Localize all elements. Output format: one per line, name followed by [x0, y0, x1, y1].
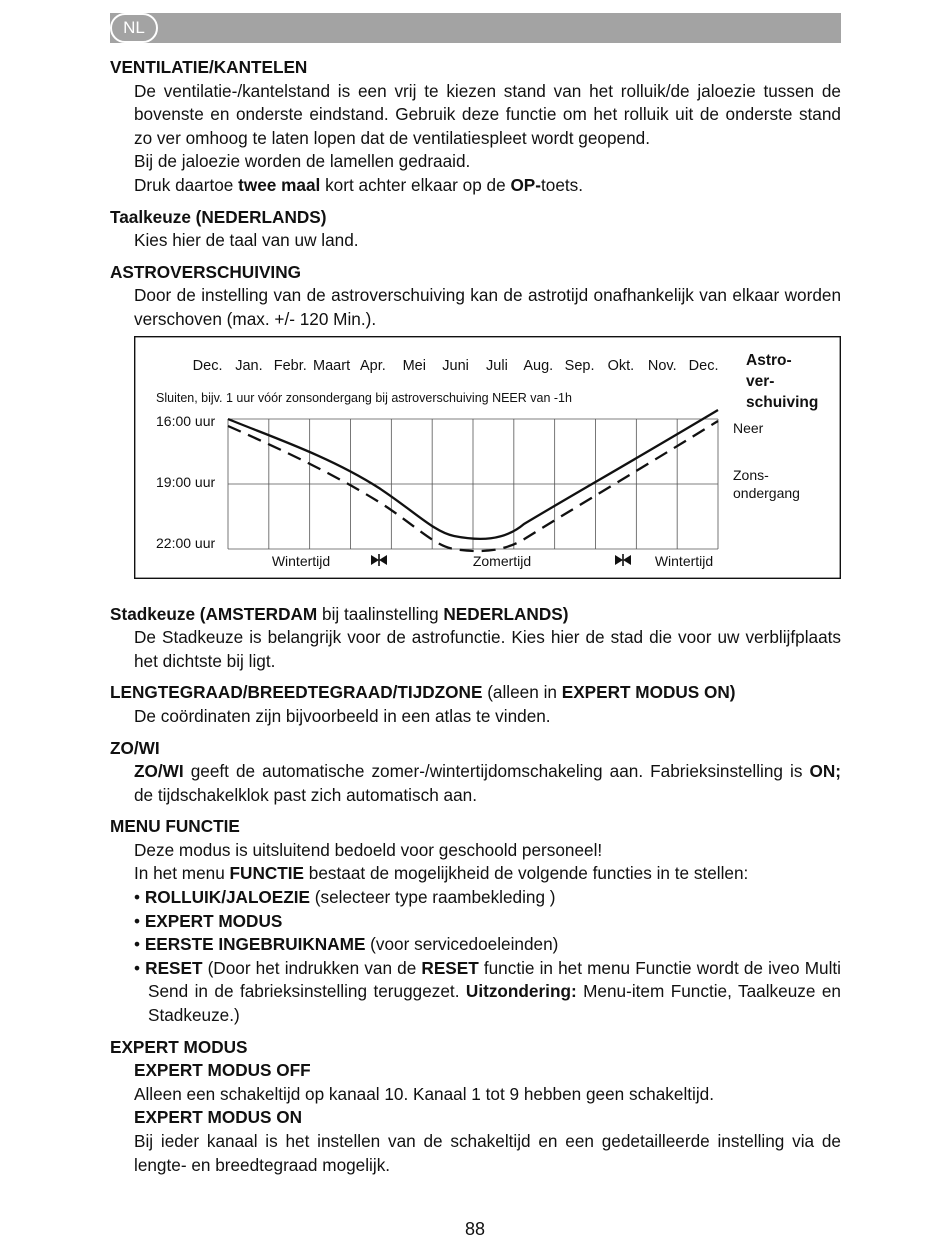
lengte-text: De coördinaten zijn bijvoorbeeld in een atlas te vinden.: [134, 705, 551, 726]
bullet-glyph: •: [134, 910, 141, 931]
month-label: Sep.: [564, 357, 595, 374]
list-item: [110, 910, 841, 934]
bold-run: FUNCTIE: [229, 863, 305, 884]
month-label: Dec.: [192, 357, 223, 374]
bold-run: LENGTEGRAAD/BREEDTEGRAAD/TIJDZONE: [110, 682, 483, 703]
list-item: [110, 957, 841, 1028]
section-title-stadkeuze: [110, 603, 841, 627]
section-title-zowi: ZO/WI: [110, 737, 160, 758]
text-run: Druk daartoe: [134, 174, 239, 195]
stadkeuze-text: De Stadkeuze is belangrijk voor de astrofunctie. Kies hier de stad die voor uw verblijfplaats het dichtste bij ligt.: [134, 627, 841, 671]
text-run: bij taalinstelling: [317, 603, 444, 624]
month-label: Aug.: [523, 357, 554, 374]
dst-marker-left: [371, 554, 387, 566]
menu-text-2: [110, 862, 841, 886]
bold-run: ROLLUIK/JALOEZIE: [144, 887, 311, 908]
month-labels: [193, 358, 719, 374]
text-run: (selecteer type raambekleding ): [310, 887, 556, 908]
month-label: Maart: [313, 357, 351, 374]
chart-grid: [228, 419, 718, 549]
section-title-astro: ASTROVERSCHUIVING: [110, 261, 301, 282]
text-run: (Door het indrukken van de: [202, 957, 422, 978]
period-label-winter: Wintertijd: [654, 552, 714, 569]
text-run: (alleen in: [482, 682, 562, 703]
text-run: de tijdschakelklok past zich automatisch aan.: [134, 784, 477, 805]
bold-run: twee maal: [238, 174, 321, 195]
bold-run: Uitzondering:: [465, 981, 577, 1002]
series-label-zons: Zons-: [733, 466, 769, 483]
legend-title-line: ver-: [746, 372, 775, 390]
month-label: Mei: [402, 357, 426, 374]
bold-run: RESET: [145, 957, 203, 978]
period-label-winter: Wintertijd: [271, 552, 331, 569]
bold-run: Stadkeuze (AMSTERDAM: [110, 603, 318, 624]
section-title-ventilatie: VENTILATIE/KANTELEN: [110, 57, 308, 77]
text-run: functie in het menu Functie wordt de iveo Multi Send in de fabrieksinstelling teruggezet.: [148, 957, 842, 1002]
page-number: 88: [464, 1219, 486, 1239]
series-label-zons: ondergang: [733, 484, 800, 501]
bold-run: ZO/WI: [134, 761, 184, 782]
text-run: bestaat de mogelijkheid de volgende functies in te stellen:: [304, 863, 749, 884]
month-label: Dec.: [688, 357, 719, 374]
ventilatie-text-2: Bij de jaloezie worden de lamellen gedraaid.: [134, 151, 471, 172]
chart-subtitle: Sluiten, bijv. 1 uur vóór zonsondergang bij astroverschuiving NEER van -1h: [156, 390, 572, 405]
page-content: [110, 56, 841, 1177]
bold-run: OP-: [510, 174, 541, 195]
taalkeuze-text: Kies hier de taal van uw land.: [134, 230, 359, 251]
period-label-summer: Zomertijd: [472, 552, 532, 569]
header-bar: [110, 13, 841, 43]
list-item: [110, 886, 841, 910]
dst-marker-right: [615, 554, 631, 566]
astro-chart: [134, 336, 841, 579]
month-label: Juni: [442, 357, 469, 374]
text-run: toets.: [541, 174, 584, 195]
list-item: [110, 933, 841, 957]
ventilatie-text: De ventilatie-/kantelstand is een vrij te kiezen stand van het rolluik/de jaloezie tussen de bovenste en onderste eindstand. Gebruik deze functie om het rolluik uit de onderste stand zo ver omhoog te laten lopen dat de ventilatiespleet wordt geopend.: [134, 80, 841, 148]
expert-on-text: Bij ieder kanaal is het instellen van de schakeltijd en een gedetailleerde instelling via de lengte- en breedtegraad mogelijk.: [134, 1131, 841, 1175]
y-tick-label: 16:00 uur: [156, 412, 216, 429]
astro-chart-svg: [134, 336, 841, 579]
bold-run: NEDERLANDS): [443, 603, 569, 624]
bullet-glyph: •: [134, 934, 141, 955]
bullet-glyph: •: [134, 957, 141, 978]
bold-run: ON;: [809, 761, 841, 782]
expert-on-title: EXPERT MODUS ON: [134, 1107, 303, 1128]
text-run: In het menu: [134, 863, 230, 884]
month-label: Apr.: [360, 357, 386, 374]
month-label: Jan.: [235, 357, 263, 374]
text-run: Menu-item Functie, Taalkeuze en Stadkeuze.): [148, 981, 841, 1026]
astro-text: Door de instelling van de astroverschuiving kan de astrotijd onafhankelijk van elkaar worden verschoven (max. +/- 120 Min.).: [134, 285, 841, 329]
section-title-lengte: [110, 681, 841, 705]
expert-off-text: Alleen een schakeltijd op kanaal 10. Kanaal 1 tot 9 hebben geen schakeltijd.: [134, 1083, 715, 1104]
month-label: Okt.: [607, 357, 635, 374]
series-label-neer: Neer: [733, 419, 764, 436]
language-badge: NL: [110, 13, 158, 43]
section-title-taalkeuze: Taalkeuze (NEDERLANDS): [110, 206, 327, 227]
legend-title-line: Astro-: [746, 351, 792, 369]
month-label: Nov.: [647, 357, 677, 374]
legend-title-line: schuiving: [746, 393, 819, 411]
section-title-menu: MENU FUNCTIE: [110, 816, 240, 837]
text-run: kort achter elkaar op de: [320, 174, 511, 195]
ventilatie-text-3: [110, 174, 841, 198]
bold-run: EERSTE INGEBRUIKNAME: [144, 934, 366, 955]
y-tick-label: 22:00 uur: [156, 534, 216, 551]
bold-run: EXPERT MODUS: [144, 910, 283, 931]
bold-run: RESET: [421, 957, 479, 978]
zowi-text: [110, 760, 841, 807]
text-run: geeft de automatische zomer-/wintertijdomschakeling aan. Fabrieksinstelling is: [183, 761, 810, 782]
section-title-expert: EXPERT MODUS: [110, 1036, 248, 1057]
month-label: Febr.: [273, 357, 307, 374]
expert-off-title: EXPERT MODUS OFF: [134, 1060, 311, 1081]
y-tick-label: 19:00 uur: [156, 473, 216, 490]
bullet-glyph: •: [134, 887, 141, 908]
menu-text: Deze modus is uitsluitend bedoeld voor geschoold personeel!: [134, 839, 603, 860]
bold-run: EXPERT MODUS ON): [561, 682, 736, 703]
month-label: Juli: [486, 357, 508, 374]
text-run: (voor servicedoeleinden): [365, 934, 559, 955]
